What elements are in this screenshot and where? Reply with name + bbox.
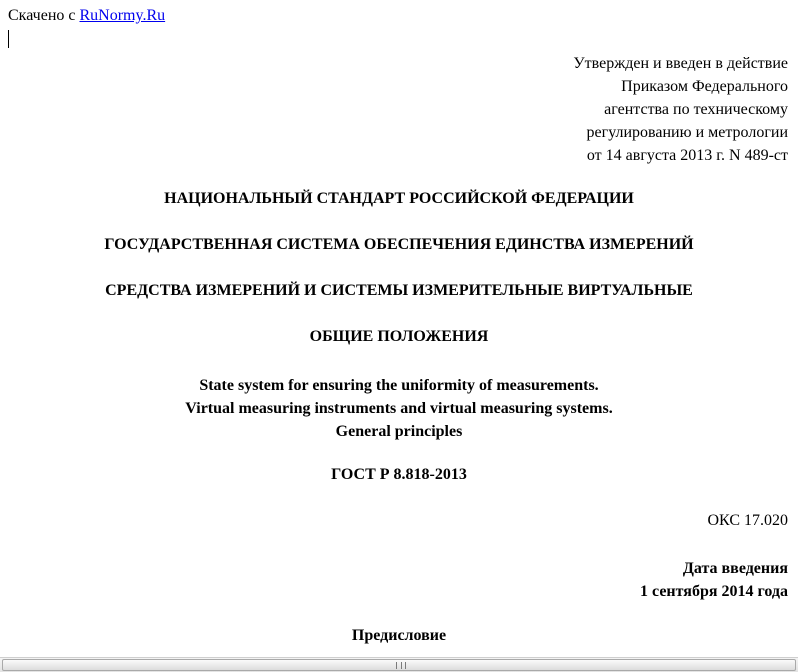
english-title-line: State system for ensuring the uniformity of measurements. bbox=[199, 377, 599, 394]
text-cursor bbox=[8, 30, 9, 48]
horizontal-scrollbar[interactable] bbox=[0, 657, 798, 672]
gost-number: ГОСТ Р 8.818-2013 bbox=[331, 466, 467, 483]
introduction-label: Дата введения bbox=[682, 560, 788, 577]
approval-line: Приказом Федерального bbox=[621, 78, 788, 95]
scrollbar-thumb[interactable] bbox=[2, 659, 796, 671]
introduction-date-block bbox=[640, 557, 788, 603]
english-title bbox=[0, 374, 798, 443]
oks-code: ОКС 17.020 bbox=[707, 512, 788, 529]
introduction-date: 1 сентября 2014 года bbox=[640, 583, 788, 600]
approval-line: Утвержден и введен в действие bbox=[573, 55, 788, 72]
approval-line: от 14 августа 2013 г. N 489-ст bbox=[586, 147, 788, 164]
source-link[interactable]: RuNormy.Ru bbox=[79, 7, 166, 24]
source-prefix: Скачено с bbox=[8, 7, 80, 24]
source-line bbox=[8, 6, 165, 26]
subject-heading: СРЕДСТВА ИЗМЕРЕНИЙ И СИСТЕМЫ ИЗМЕРИТЕЛЬНЫЕ ВИРТУАЛЬНЫЕ bbox=[105, 282, 693, 299]
part-heading: ОБЩИЕ ПОЛОЖЕНИЯ bbox=[309, 328, 489, 345]
approval-block bbox=[368, 52, 788, 167]
system-heading: ГОСУДАРСТВЕННАЯ СИСТЕМА ОБЕСПЕЧЕНИЯ ЕДИНСТВА ИЗМЕРЕНИЙ bbox=[104, 236, 694, 253]
standard-type-heading: НАЦИОНАЛЬНЫЙ СТАНДАРТ РОССИЙСКОЙ ФЕДЕРАЦИИ bbox=[164, 190, 634, 207]
grip-icon bbox=[396, 662, 406, 669]
english-title-line: Virtual measuring instruments and virtual measuring systems. bbox=[185, 400, 613, 417]
preface-heading: Предисловие bbox=[351, 627, 447, 644]
approval-line: регулированию и метрологии bbox=[586, 124, 788, 141]
approval-line: агентства по техническому bbox=[604, 101, 788, 118]
english-title-line: General principles bbox=[335, 423, 463, 440]
